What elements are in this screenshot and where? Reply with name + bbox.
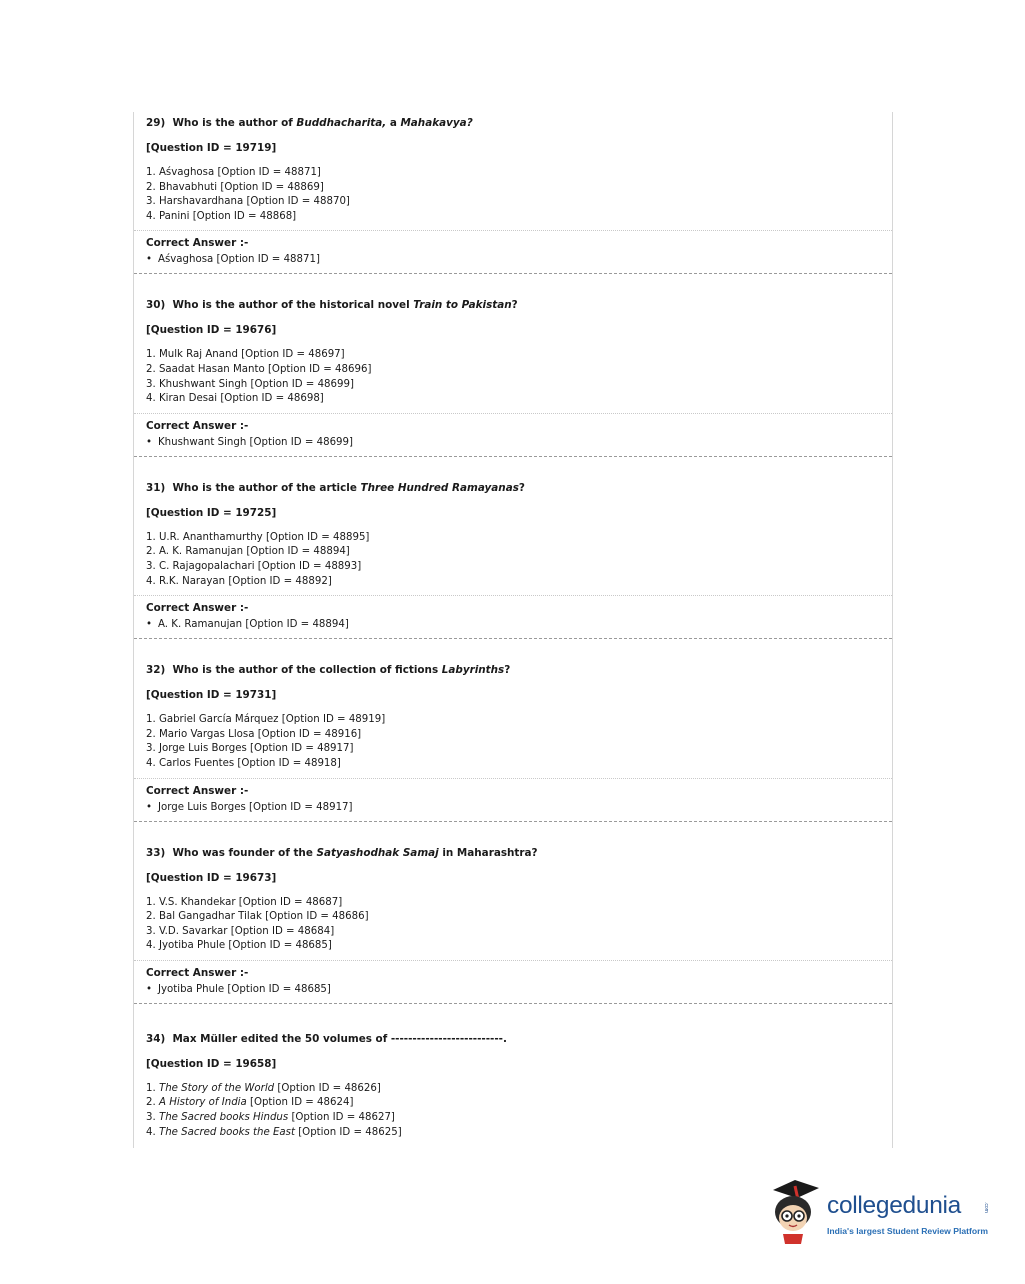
option-item: 2. Bhavabhuti [Option ID = 48869] [146,181,324,193]
correct-answer-text: Jorge Luis Borges [Option ID = 48917] [158,801,353,813]
correct-answer-label: Correct Answer :- [146,784,249,797]
option-item [146,1082,880,1097]
option-item: 3. Khushwant Singh [Option ID = 48699] [146,378,354,390]
option-title-italic: The Story of the World [158,1082,275,1094]
question-id: [Question ID = 19676] [146,324,277,337]
question-title [146,298,880,312]
brand-tagline: India's largest Student Review Platform [827,1226,989,1236]
option-id: [Option ID = 48625] [294,1126,402,1138]
question-number: 33) [146,846,166,859]
option-item: 4. Panini [Option ID = 48868] [146,210,297,222]
correct-answer-section [134,414,892,456]
question-text: Who was founder of the [172,846,317,859]
bullet-icon: • [146,436,153,448]
option-id: [Option ID = 48624] [246,1097,354,1109]
question-text: Who is the author of the collection of fictions [172,664,442,677]
question-id: [Question ID = 19673] [146,871,277,884]
collegedunia-logo [765,1178,995,1248]
question-body [134,112,892,231]
question-block [134,274,892,456]
question-id: [Question ID = 19731] [146,689,277,702]
option-id: [Option ID = 48627] [288,1112,395,1124]
correct-answer-text: Aśvaghosa [Option ID = 48871] [158,254,320,266]
question-title [146,116,880,130]
question-block [134,822,892,1004]
question-text: Who is the author of the article [172,481,361,494]
option-list [146,531,880,589]
option-item: 1. Gabriel García Márquez [Option ID = 48919] [146,714,386,726]
question-number: 29) [146,117,166,129]
question-text-italic: Train to Pakistan [413,299,512,312]
option-item: 1. V.S. Khandekar [Option ID = 48687] [146,896,343,908]
mascot-icon [765,1178,827,1248]
option-list [146,348,880,406]
question-body [134,822,892,961]
correct-answer-value [146,801,880,815]
correct-answer-label: Correct Answer :- [146,237,249,250]
question-id: [Question ID = 19719] [146,142,277,154]
question-number: 32) [146,664,166,677]
option-list [146,166,880,224]
option-item: 3. C. Rajagopalachari [Option ID = 48893] [146,560,362,572]
correct-answer-text: Jyotiba Phule [Option ID = 48685] [158,983,331,995]
correct-answer-label: Correct Answer :- [146,419,249,432]
option-item: 4. R.K. Narayan [Option ID = 48892] [146,575,332,587]
question-text-italic: Mahakavya? [400,117,473,129]
question-text: ? [518,481,525,494]
correct-answer-value [146,618,880,632]
option-list [146,896,880,954]
correct-answer-label: Correct Answer :- [146,966,249,979]
option-number: 2. [146,1097,156,1109]
correct-answer-value [146,983,880,997]
option-item: 4. Kiran Desai [Option ID = 48698] [146,393,324,405]
brand-name: collegedunia [827,1192,961,1219]
option-item: 2. Bal Gangadhar Tilak [Option ID = 48686] [146,911,369,923]
question-text: ? [511,299,518,312]
question-number: 34) [146,1032,166,1045]
correct-answer-section [134,779,892,821]
question-text: Who is the author of [172,117,297,129]
correct-answer-section [134,961,892,1003]
question-block [134,639,892,821]
bullet-icon: • [146,619,153,631]
question-title [146,1032,880,1046]
option-item: 1. Aśvaghosa [Option ID = 48871] [146,167,321,178]
correct-answer-section [134,231,892,273]
option-list [146,1082,880,1140]
option-item [146,1111,880,1126]
question-body [134,639,892,778]
option-number: 3. [146,1112,156,1124]
option-title-italic: The Sacred books Hindus [158,1112,289,1124]
option-id: [Option ID = 48626] [274,1082,381,1094]
question-text: Max Müller edited the 50 volumes of --------------------------. [172,1032,507,1045]
option-item: 4. Carlos Fuentes [Option ID = 48918] [146,757,341,769]
option-number: 4. [146,1126,156,1138]
question-title [146,663,880,677]
option-item [146,1096,880,1111]
question-body [134,457,892,596]
question-block [134,112,892,274]
option-item: 2. Mario Vargas Llosa [Option ID = 48916] [146,728,362,740]
option-item: 1. U.R. Ananthamurthy [Option ID = 48895] [146,531,370,543]
question-paper [133,112,893,1148]
question-text: a [386,117,401,129]
bullet-icon: • [146,254,153,266]
question-list [134,112,892,1004]
question-number: 30) [146,299,166,312]
option-item: 2. A. K. Ramanujan [Option ID = 48894] [146,546,350,558]
option-item: 1. Mulk Raj Anand [Option ID = 48697] [146,349,345,361]
question-number: 31) [146,481,166,494]
option-item: 4. Jyotiba Phule [Option ID = 48685] [146,940,332,952]
question-text: ? [504,664,511,677]
question-id: [Question ID = 19658] [146,1057,277,1070]
question-text: in Maharashtra? [438,846,538,859]
question-body [134,274,892,413]
question-block-34 [134,1004,892,1148]
question-text-italic: Buddhacharita, [296,117,387,129]
option-item: 2. Saadat Hasan Manto [Option ID = 48696] [146,363,372,375]
question-text-italic: Satyashodhak Samaj [316,846,439,859]
option-item: 3. Harshavardhana [Option ID = 48870] [146,196,350,208]
option-item: 3. Jorge Luis Borges [Option ID = 48917] [146,743,354,755]
option-list [146,713,880,771]
bullet-icon: • [146,801,153,813]
correct-answer-label: Correct Answer :- [146,602,249,615]
option-item [146,1126,880,1141]
correct-answer-text: A. K. Ramanujan [Option ID = 48894] [158,619,349,631]
correct-answer-section [134,596,892,638]
bullet-icon: • [146,983,153,995]
question-text: Who is the author of the historical novel [172,299,414,312]
correct-answer-text: Khushwant Singh [Option ID = 48699] [158,436,353,448]
brand-suffix: .com [983,1202,989,1213]
question-title [146,846,880,860]
option-title-italic: A History of India [158,1097,247,1109]
correct-answer-value [146,253,880,267]
option-title-italic: The Sacred books the East [158,1126,295,1138]
question-id: [Question ID = 19725] [146,506,277,519]
question-block [134,457,892,639]
question-body [134,1004,892,1148]
question-text-italic: Labyrinths [441,664,505,677]
question-title [146,481,880,495]
option-number: 1. [146,1082,156,1094]
option-item: 3. V.D. Savarkar [Option ID = 48684] [146,925,335,937]
question-text-italic: Three Hundred Ramayanas [360,481,519,494]
correct-answer-value [146,436,880,450]
